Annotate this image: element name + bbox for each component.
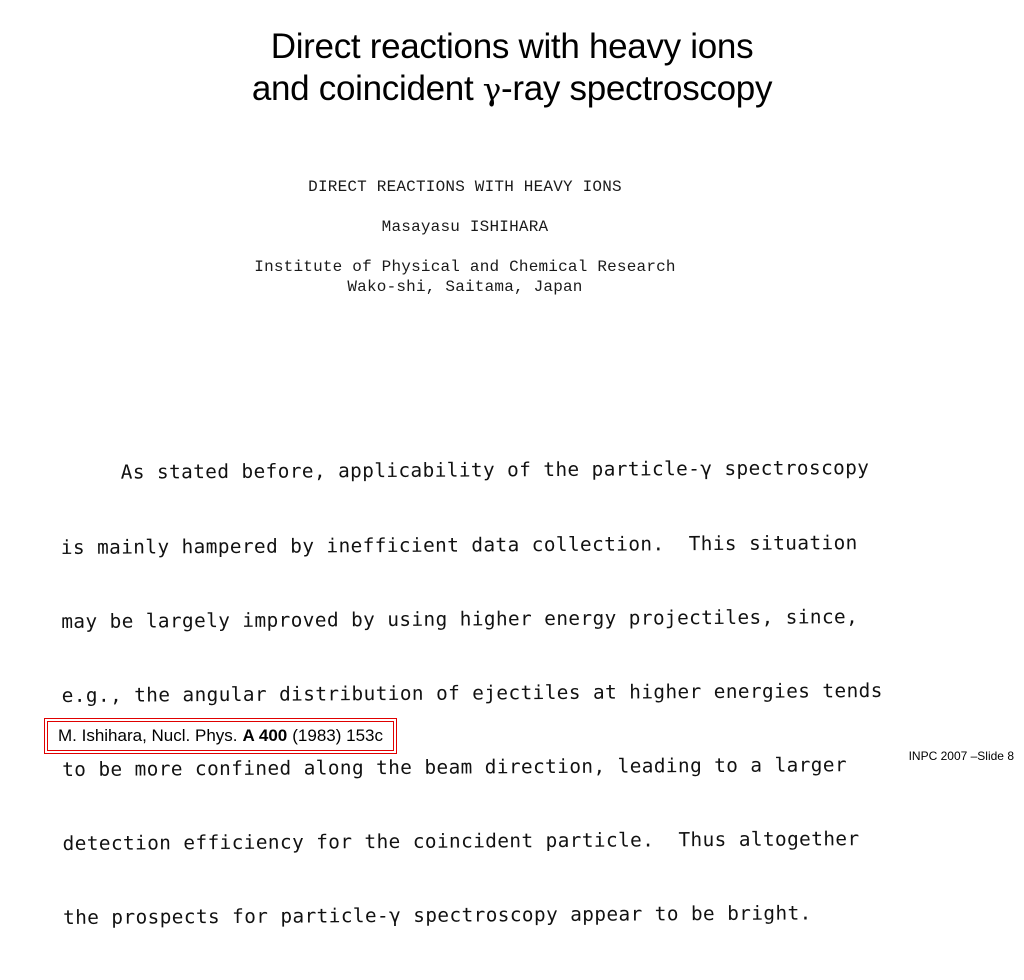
title-line-2 (0, 68, 1024, 111)
abstract-line: to be more confined along the beam direction, leading to a larger (62, 753, 848, 781)
abstract-excerpt (60, 406, 983, 980)
gamma-symbol: γ (482, 72, 502, 108)
citation-authors: M. Ishihara, Nucl. Phys. (58, 726, 238, 745)
abstract-line: As stated before, applicability of the particle-γ spectroscopy (60, 456, 870, 485)
paper-institution: Institute of Physical and Chemical Research (254, 258, 676, 276)
slide-title (0, 26, 1024, 111)
citation-inner (47, 721, 394, 751)
title-line-1: Direct reactions with heavy ions (270, 27, 754, 66)
citation-box (44, 718, 397, 754)
abstract-line: detection efficiency for the coincident particle. Thus altogether (62, 827, 860, 855)
title-line-2-prefix: and coincident (251, 69, 483, 108)
title-line-2-suffix: -ray spectroscopy (501, 69, 773, 108)
paper-title: DIRECT REACTIONS WITH HEAVY IONS (308, 178, 622, 196)
citation-year-pages: (1983) 153c (292, 726, 383, 745)
abstract-line: is mainly hampered by inefficient data collection. This situation (60, 530, 858, 559)
abstract-line: the prospects for particle-γ spectroscopy appear to be bright. (63, 901, 812, 930)
abstract-line: e.g., the angular distribution of ejectiles at higher energies tends (61, 678, 883, 707)
paper-author: Masayasu ISHIHARA (381, 218, 549, 236)
slide-footer: INPC 2007 –Slide 8 (908, 749, 1014, 763)
abstract-line: may be largely improved by using higher energy projectiles, since, (61, 604, 859, 633)
paper-location: Wako-shi, Saitama, Japan (347, 278, 583, 296)
citation-volume: A 400 (242, 726, 288, 745)
